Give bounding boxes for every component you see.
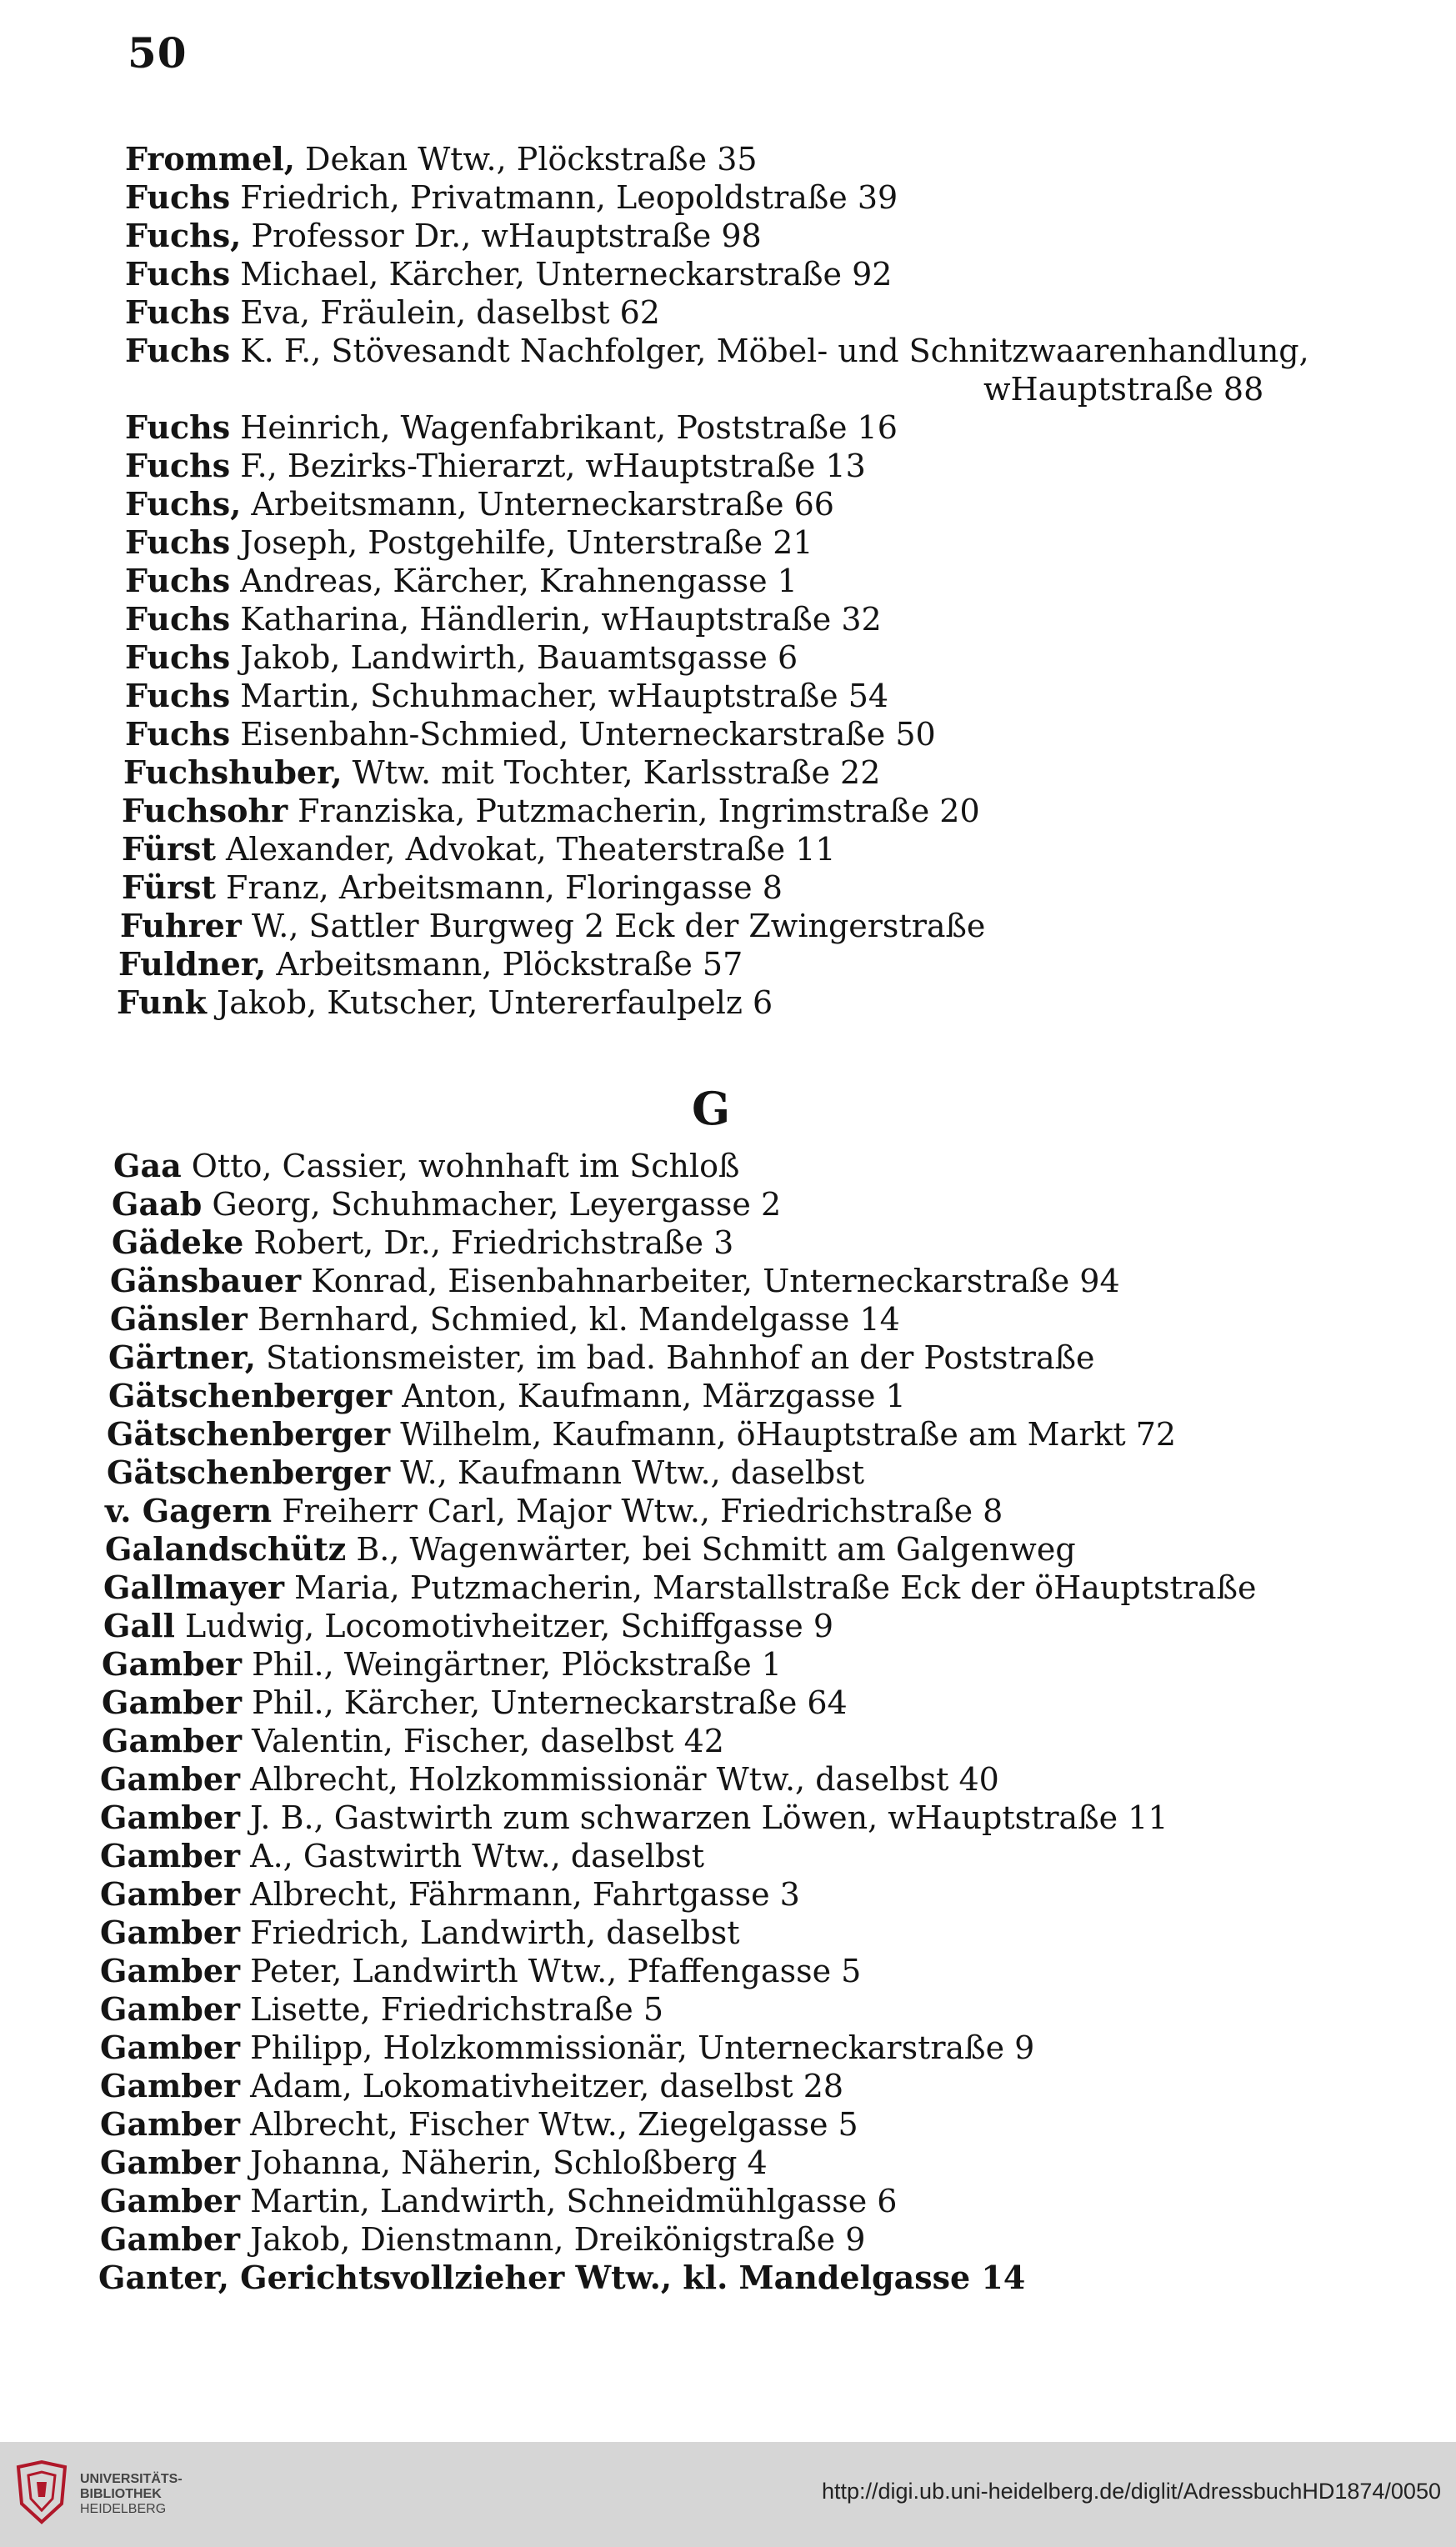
list-item [110,1262,1120,1299]
entry-details: Albrecht, Fischer Wtw., Ziegelgasse 5 [240,2106,858,2143]
entry-name: Fuchs [125,178,231,216]
list-item [100,2029,1035,2066]
library-name [80,2472,183,2517]
entry-name: Gaa [113,1147,182,1184]
entry-details: Robert, Dr., Friedrichstraße 3 [243,1224,734,1261]
list-item [125,562,798,599]
list-item [108,1339,1095,1376]
entry-name: Gamber [100,1799,241,1836]
entry-name: Gamber [100,2220,241,2258]
list-item [125,638,798,676]
list-item [102,1722,724,1759]
list-item [112,1223,734,1261]
list-item [100,2182,898,2219]
entry-details: Albrecht, Holzkommissionär Wtw., daselbst 40 [240,1761,999,1798]
entry-name: Fuchs [125,600,231,638]
list-item [105,1492,1003,1529]
list-item [125,408,898,446]
entry-details: W., Sattler Burgweg 2 Eck der Zwingerstraße [241,908,986,944]
library-name-line2: BIBLIOTHEK [80,2487,162,2501]
entry-name: Fuchs [125,523,231,561]
entry-details: Wilhelm, Kaufmann, öHauptstraße am Markt 72 [390,1416,1177,1453]
entry-name: Gamber [100,1914,241,1951]
entry-details: Otto, Cassier, wohnhaft im Schloß [181,1148,740,1184]
entry-name: Gamber [100,2105,241,2143]
entry-details: Jakob, Kutscher, Untererfaulpelz 6 [206,984,773,1021]
entry-name: Gänsbauer [110,1262,302,1299]
list-item [107,1415,1177,1453]
list-item [100,1990,663,2028]
entry-details: Andreas, Kärcher, Krahnengasse 1 [230,563,798,599]
list-item [108,1377,906,1414]
list-item [125,715,936,753]
entry-details: Freiherr Carl, Major Wtw., Friedrichstraße 8 [272,1493,1003,1529]
entry-details: K. F., Stövesandt Nachfolger, Möbel- und Schnitzwaarenhandlung, [230,333,1309,369]
list-item [117,983,773,1021]
entry-details: Phil., Weingärtner, Plöckstraße 1 [242,1646,782,1683]
list-item [100,1799,1168,1836]
entry-details: Georg, Schuhmacher, Leyergasse 2 [202,1186,782,1223]
entry-name: Fuchsohr [122,792,288,829]
entry-name: Gamber [102,1722,243,1759]
entry-name: Gamber [100,2182,241,2219]
entry-name: Gätschenberger [108,1377,393,1414]
list-item [125,178,898,216]
list-item [102,1684,848,1721]
entry-name: Fuldner, [118,945,267,983]
entry-details: J. B., Gastwirth zum schwarzen Löwen, wHauptstraße 11 [240,1799,1168,1836]
entry-continuation: wHauptstraße 88 [983,371,1264,408]
source-url[interactable]: http://digi.ub.uni-heidelberg.de/diglit/AdressbuchHD1874/0050 [821,2479,1441,2504]
list-item [125,447,866,484]
entry-name: Fuchs, [125,217,242,254]
university-logo-icon [15,2460,68,2527]
list-item [100,1875,800,1913]
list-item [118,945,743,983]
entry-details: Arbeitsmann, Plöckstraße 57 [266,946,743,983]
list-item [103,1569,1257,1606]
list-item [120,907,986,944]
list-item [122,868,783,906]
list-item [125,293,660,331]
list-item [105,1530,1076,1568]
entry-name: Frommel, [125,140,295,178]
entry-name: Gamber [100,2029,241,2066]
entry-details: Stationsmeister, im bad. Bahnhof an der Poststraße [255,1339,1095,1376]
list-item [123,753,881,791]
entry-name: Fuchs [125,562,231,599]
list-item [98,2259,1026,2296]
list-item [100,1914,740,1951]
entry-name: Fuhrer [120,907,242,944]
entry-details: Friedrich, Privatmann, Leopoldstraße 39 [230,179,898,216]
list-item [107,1454,864,1491]
list-item [100,2144,768,2181]
entry-details: Joseph, Postgehilfe, Unterstraße 21 [230,524,813,561]
entry-details: Katharina, Händlerin, wHauptstraße 32 [230,601,882,638]
entry-details: Ludwig, Locomotivheitzer, Schiffgasse 9 [174,1608,834,1644]
list-item [102,1645,782,1683]
section-heading: G [692,1082,731,1135]
entry-name: Fuchs [125,677,231,714]
entry-details: Jakob, Dienstmann, Dreikönigstraße 9 [240,2221,866,2258]
entry-details: Dekan Wtw., Plöckstraße 35 [294,141,758,178]
entry-name: Fuchs [125,447,231,484]
entry-details: Bernhard, Schmied, kl. Mandelgasse 14 [247,1301,900,1338]
entry-name: Fuchs [125,408,231,446]
entry-name: Gätschenberger [107,1454,391,1491]
entry-name: Gätschenberger [107,1415,391,1453]
library-name-line3: HEIDELBERG [80,2502,167,2516]
entry-name: Fuchs [125,293,231,331]
entry-name: Gamber [102,1684,243,1721]
list-item [122,792,980,829]
entry-details: B., Wagenwärter, bei Schmitt am Galgenweg [346,1531,1076,1568]
entry-details: Martin, Landwirth, Schneidmühlgasse 6 [240,2183,898,2219]
list-item [125,140,758,178]
entry-name: Galandschütz [105,1530,347,1568]
entry-details: Anton, Kaufmann, Märzgasse 1 [392,1378,906,1414]
list-item [100,2220,866,2258]
entry-details: A., Gastwirth Wtw., daselbst [240,1838,705,1874]
entry-details: Friedrich, Landwirth, daselbst [240,1914,740,1951]
entry-name: Fuchs [125,638,231,676]
entry-details: Johanna, Näherin, Schloßberg 4 [240,2144,768,2181]
library-name-line1: UNIVERSITÄTS- [80,2472,183,2486]
list-item [100,1760,999,1798]
list-item [125,485,834,523]
entry-details: Franz, Arbeitsmann, Floringasse 8 [215,869,783,906]
list-item [100,1952,862,1989]
entry-name: Fuchshuber, [123,753,343,791]
entry-name: Gamber [100,2067,241,2104]
entry-details: Konrad, Eisenbahnarbeiter, Unterneckarstraße 94 [301,1263,1120,1299]
entry-name: Gänsler [110,1300,248,1338]
entry-details: Heinrich, Wagenfabrikant, Poststraße 16 [230,409,898,446]
entry-details: Phil., Kärcher, Unterneckarstraße 64 [242,1684,848,1721]
entry-details: Lisette, Friedrichstraße 5 [240,1991,663,2028]
list-item [125,677,889,714]
list-item [125,600,882,638]
list-item [110,1300,900,1338]
list-item [125,523,813,561]
entry-details: Michael, Kärcher, Unterneckarstraße 92 [230,256,893,293]
list-item [100,2067,844,2104]
entry-name: Funk [117,983,207,1021]
entry-name: Fuchs [125,332,231,369]
list-item [100,2105,858,2143]
entry-details: Jakob, Landwirth, Bauamtsgasse 6 [230,639,798,676]
entry-details: Albrecht, Fährmann, Fahrtgasse 3 [240,1876,800,1913]
entry-name: Gall [103,1607,175,1644]
entry-details: F., Bezirks-Thierarzt, wHauptstraße 13 [230,448,866,484]
entry-details: Alexander, Advokat, Theaterstraße 11 [215,831,836,868]
entry-name: Gamber [100,1990,241,2028]
entry-name: Gamber [100,1760,241,1798]
entry-details: Arbeitsmann, Unterneckarstraße 66 [241,486,834,523]
entry-name: v. Gagern [105,1492,273,1529]
list-item [125,255,893,293]
entry-name: Gamber [102,1645,243,1683]
entry-name: Gallmayer [103,1569,285,1606]
entry-details: Franziska, Putzmacherin, Ingrimstraße 20 [288,793,980,829]
entry-name: Gamber [100,1952,241,1989]
list-item [100,1837,705,1874]
entry-details: W., Kaufmann Wtw., daselbst [390,1454,864,1491]
entry-name: Fürst [122,868,216,906]
entry-details: Philipp, Holzkommissionär, Unterneckarstraße 9 [240,2029,1035,2066]
entry-name: Fuchs [125,715,231,753]
entry-name: Fuchs, [125,485,242,523]
entry-details: Martin, Schuhmacher, wHauptstraße 54 [230,678,889,714]
list-item [103,1607,834,1644]
entry-details: Valentin, Fischer, daselbst 42 [242,1723,724,1759]
footer-bar [0,2442,1456,2547]
entry-details: Peter, Landwirth Wtw., Pfaffengasse 5 [240,1953,862,1989]
entry-name: Gamber [100,1875,241,1913]
entry-name: Fürst [122,830,216,868]
entry-details: Maria, Putzmacherin, Marstallstraße Eck der öHauptstraße [284,1569,1257,1606]
list-item [112,1185,782,1223]
entry-details: Eva, Fräulein, daselbst 62 [230,294,660,331]
entry-details: Gerichtsvollzieher Wtw., kl. Mandelgasse 14 [228,2259,1026,2296]
list-item [122,830,836,868]
entry-name: Ganter, [98,2259,229,2296]
entry-name: Gärtner, [108,1339,256,1376]
entry-details: Adam, Lokomativheitzer, daselbst 28 [240,2068,844,2104]
entry-name: Gamber [100,2144,241,2181]
list-item [125,217,762,254]
entry-name: Gaab [112,1185,203,1223]
entry-details: Wtw. mit Tochter, Karlsstraße 22 [342,754,881,791]
entry-details: Professor Dr., wHauptstraße 98 [241,218,762,254]
entry-name: Gamber [100,1837,241,1874]
entry-name: Gädeke [112,1223,244,1261]
list-item [125,332,1309,369]
list-item [113,1147,740,1184]
entry-name: Fuchs [125,255,231,293]
page-number: 50 [128,28,188,78]
entry-details: Eisenbahn-Schmied, Unterneckarstraße 50 [230,716,936,753]
